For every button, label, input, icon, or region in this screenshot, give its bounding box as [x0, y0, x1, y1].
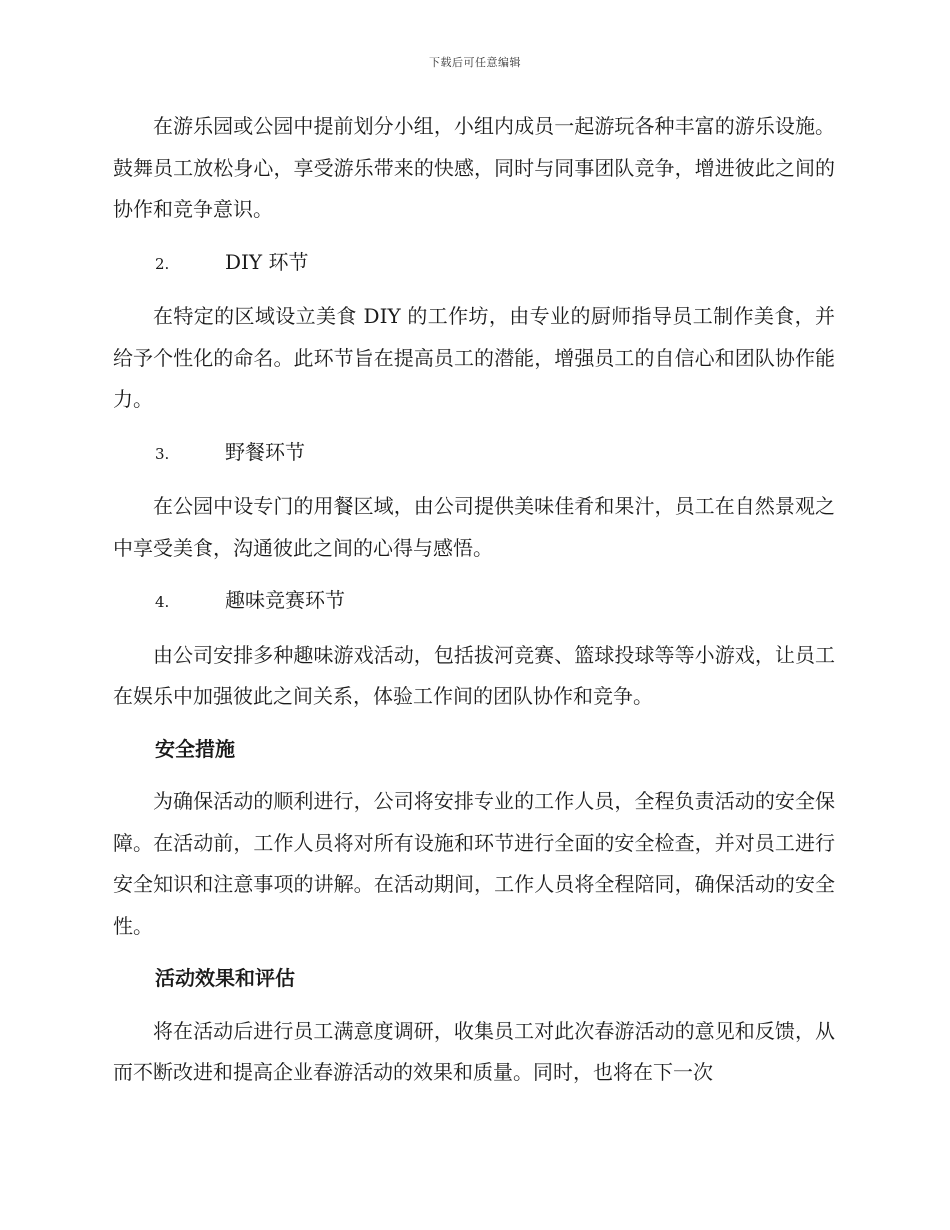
paragraph-diy: 在特定的区域设立美食 DIY 的工作坊，由专业的厨师指导员工制作美食，并给予个性化的命名。此环节旨在提高员工的潜能，增强员工的自信心和团队协作能力。	[113, 304, 835, 411]
list-item-competition	[113, 580, 835, 624]
section-heading-evaluation: 活动效果和评估	[155, 966, 295, 990]
list-item-title: 趣味竞赛环节	[225, 588, 345, 612]
list-item-title: 野餐环节	[225, 439, 305, 464]
list-number: 2.	[155, 254, 170, 273]
paragraph-picnic: 在公园中设专门的用餐区域，由公司提供美味佳肴和果汁，员工在自然景观之中享受美食，沟通彼此之间的心得与感悟。	[113, 494, 835, 560]
list-item-picnic	[113, 432, 835, 476]
paragraph-evaluation: 将在活动后进行员工满意度调研，收集员工对此次春游活动的意见和反馈，从而不断改进和提高企业春游活动的效果和质量。同时，也将在下一次	[113, 1018, 835, 1084]
paragraph-safety: 为确保活动的顺利进行，公司将安排专业的工作人员，全程负责活动的安全保障。在活动前，工作人员将对所有设施和环节进行全面的安全检查，并对员工进行安全知识和注意事项的讲解。在活动期间，工作人员将全程陪同，确保活动的安全性。	[113, 789, 835, 938]
paragraph-amusement: 在游乐园或公园中提前划分小组，小组内成员一起游玩各种丰富的游乐设施。鼓舞员工放松身心，享受游乐带来的快感，同时与同事团队竞争，增进彼此之间的协作和竞争意识。	[113, 114, 835, 221]
paragraph-competition: 由公司安排多种趣味游戏活动，包括拔河竞赛、篮球投球等等小游戏，让员工在娱乐中加强彼此之间关系，体验工作间的团队协作和竞争。	[113, 642, 835, 708]
list-number: 4.	[155, 593, 170, 611]
section-heading-safety: 安全措施	[155, 736, 235, 761]
list-item-diy	[113, 242, 835, 286]
document-body	[113, 106, 835, 1094]
page-header: 下载后可任意编辑	[429, 56, 521, 69]
list-number: 3.	[155, 444, 170, 463]
list-item-title: DIY 环节	[225, 249, 309, 274]
